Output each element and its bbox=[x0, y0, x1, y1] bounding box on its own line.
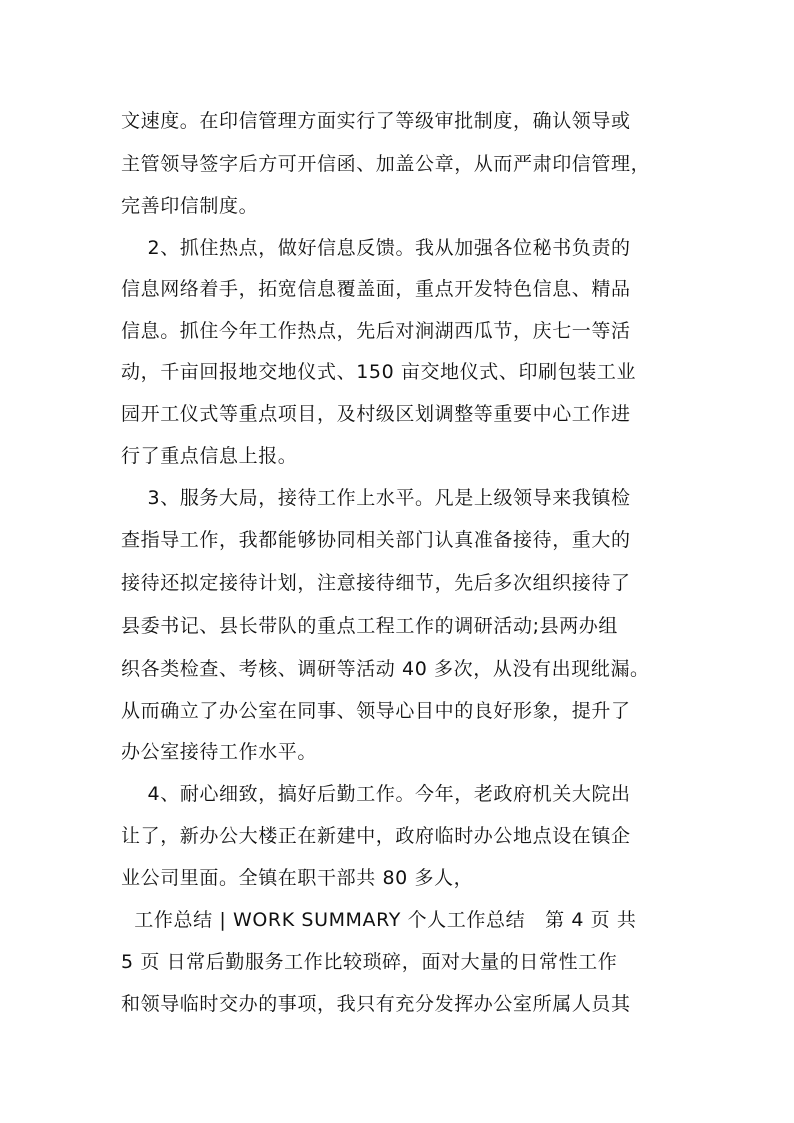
text-line-10: 3、服务大局，接待工作上水平。凡是上级领导来我镇检 bbox=[121, 487, 631, 509]
text-line-11: 查指导工作，我都能够协同相关部门认真准备接待，重大的 bbox=[121, 529, 631, 551]
text-line-18: 让了，新办公大楼正在新建中，政府临时办公地点设在镇企 bbox=[121, 825, 631, 847]
text-line-22: 和领导临时交办的事项，我只有充分发挥办公室所属人员其 bbox=[121, 993, 631, 1015]
text-line-21: 5 页 日常后勤服务工作比较琐碎，面对大量的日常性工作 bbox=[121, 951, 618, 973]
text-line-1: 文速度。在印信管理方面实行了等级审批制度，确认领导或 bbox=[121, 110, 631, 132]
text-line-19: 业公司里面。全镇在职干部共 80 多人， bbox=[121, 867, 474, 889]
text-line-2: 主管领导签字后方可开信函、加盖公章，从而严肃印信管理， bbox=[121, 153, 651, 175]
text-line-16: 办公室接待工作水平。 bbox=[121, 741, 318, 763]
text-line-7: 动，千亩回报地交地仪式、150 亩交地仪式、印刷包装工业 bbox=[121, 361, 637, 383]
text-line-5: 信息网络着手，拓宽信息覆盖面，重点开发特色信息、精品 bbox=[121, 278, 631, 300]
running-footer-line: 工作总结 | WORK SUMMARY 个人工作总结 第 4 页 共 bbox=[121, 909, 637, 931]
text-line-6: 信息。抓住今年工作热点，先后对涧湖西瓜节，庆七一等活 bbox=[121, 320, 631, 342]
text-line-17: 4、耐心细致，搞好后勤工作。今年，老政府机关大院出 bbox=[121, 783, 631, 805]
text-line-3: 完善印信制度。 bbox=[121, 195, 259, 217]
text-line-15: 从而确立了办公室在同事、领导心目中的良好形象，提升了 bbox=[121, 700, 631, 722]
text-line-14: 织各类检查、考核、调研等活动 40 多次，从没有出现纰漏。 bbox=[121, 658, 650, 680]
text-line-12: 接待还拟定接待计划，注意接待细节，先后多次组织接待了 bbox=[121, 572, 631, 594]
text-line-9: 行了重点信息上报。 bbox=[121, 445, 298, 467]
text-line-8: 园开工仪式等重点项目，及村级区划调整等重要中心工作进 bbox=[121, 403, 631, 425]
text-line-13: 县委书记、县长带队的重点工程工作的调研活动;县两办组 bbox=[121, 615, 619, 637]
text-line-4: 2、抓住热点，做好信息反馈。我从加强各位秘书负责的 bbox=[121, 237, 631, 259]
